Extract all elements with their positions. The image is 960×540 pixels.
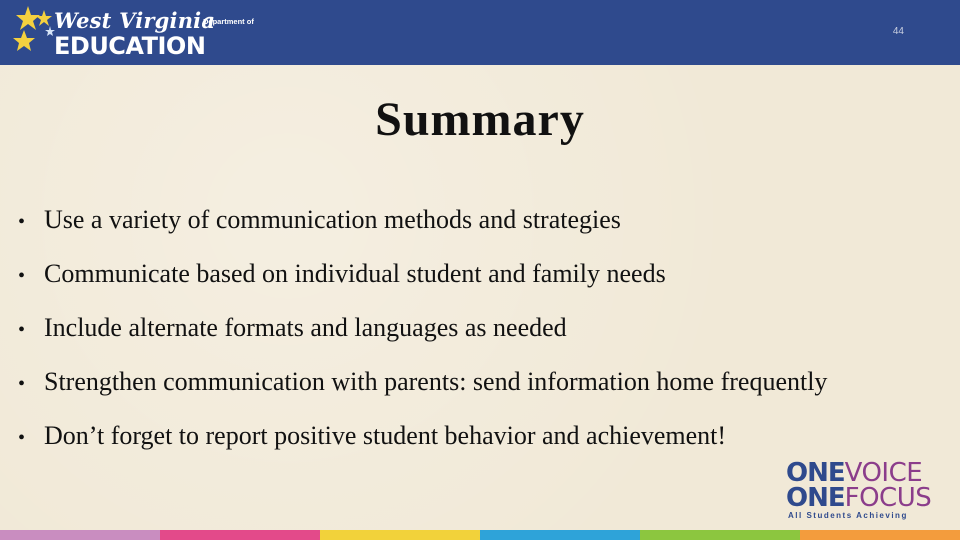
footer-segment: [320, 530, 480, 540]
bullet-marker: •: [18, 265, 26, 287]
footer-segment: [480, 530, 640, 540]
logo-tagline: All Students Achieving: [788, 511, 908, 520]
bullet-text: Don’t forget to report positive student behavior and achievement!: [44, 421, 727, 450]
logo-line-focus: [786, 485, 931, 511]
bullet-marker: •: [18, 427, 26, 449]
logo-voice-text: VOICE: [844, 458, 923, 488]
bullet-item: [18, 367, 953, 421]
logo-one-text: ONE: [786, 458, 845, 488]
logo-education-text: EDUCATION: [54, 32, 206, 60]
footer-segment: [800, 530, 960, 540]
bullet-marker: •: [18, 373, 26, 395]
footer-segment: [640, 530, 800, 540]
bullet-text: Communicate based on individual student and family needs: [44, 259, 666, 288]
logo-state-name: West Virginia: [54, 8, 216, 33]
bullet-item: [18, 205, 953, 259]
logo-one-text: ONE: [786, 483, 845, 513]
bullet-item: [18, 259, 953, 313]
header-bar: [0, 0, 960, 65]
logo-focus-text: FOCUS: [844, 483, 932, 513]
bullet-text: Include alternate formats and languages as needed: [44, 313, 567, 342]
one-voice-one-focus-logo: [786, 460, 951, 522]
bullet-marker: •: [18, 319, 26, 341]
footer-color-bar: [0, 530, 960, 540]
footer-segment: [160, 530, 320, 540]
bullet-item: [18, 313, 953, 367]
bullet-text: Use a variety of communication methods and strategies: [44, 205, 621, 234]
slide-number: 44: [892, 26, 904, 37]
bullet-list: [18, 205, 953, 475]
slide-title: Summary: [375, 93, 585, 146]
bullet-text: Strengthen communication with parents: send information home frequently: [44, 367, 828, 396]
footer-segment: [0, 530, 160, 540]
logo-dept-text: Department of: [203, 17, 254, 26]
bullet-marker: •: [18, 211, 26, 233]
wv-education-logo: [10, 4, 260, 62]
